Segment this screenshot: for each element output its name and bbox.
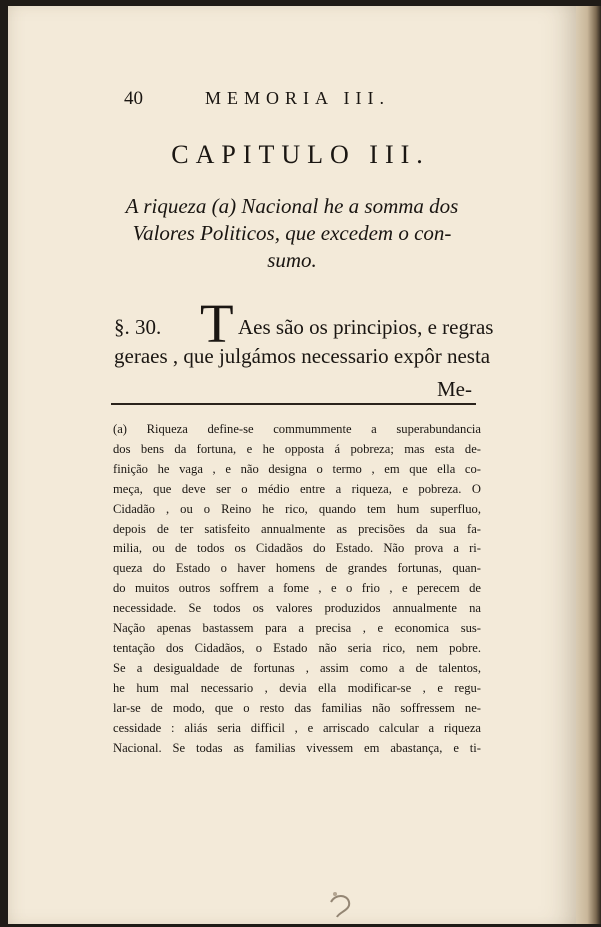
footnote-line: Nacional. Se todas as familias vivessem em abastança, e ti-	[113, 740, 481, 755]
footnote-line: Nação apenas bastassem para a precisa , e economica sus-	[113, 621, 481, 636]
subtitle-line: A riqueza (a) Nacional he a somma dos	[125, 194, 459, 218]
running-head	[0, 88, 601, 114]
footnote-line: milia, ou de todos os Cidadãos do Estado. Não prova a ri-	[113, 541, 481, 556]
drop-cap: T	[200, 293, 234, 354]
footnote-line: depois de ter satisfeito annualmente as precisões da sua fa-	[113, 521, 481, 536]
chapter-title: CAPITULO III.	[171, 140, 430, 169]
footnote-line: meça, que deve ser o médio entre a riqueza, e pobreza. O	[113, 481, 481, 496]
footnote-line: do muitos outros soffrem a fome , e o frio , e perecem de	[113, 581, 481, 596]
section-number: §. 30.	[114, 315, 162, 339]
body-line: Aes são os principios, e regras	[238, 315, 494, 339]
footnote-line: queza do Estado o haver homens de grandes fortunas, quan-	[113, 561, 481, 576]
footnote-rule	[111, 403, 476, 405]
footnote-line: finição he vaga , e não designa o termo , em que ella co-	[113, 461, 481, 476]
footnote-line: dos bens da fortuna, e he opposta á pobreza; mas esta de-	[113, 441, 481, 456]
footnote-line: lar-se de modo, que o resto das familias não soffressem ne-	[113, 700, 481, 715]
running-title: MEMORIA III.	[205, 88, 390, 108]
body-line: geraes , que julgámos necessario expôr nesta	[114, 344, 491, 368]
footnote-line: tentação dos Cidadãos, o Estado não seria rico, nem pobre.	[113, 640, 481, 655]
chapter-subtitle	[92, 193, 492, 274]
footnote-line: Cidadão , ou o Reino he rico, quando tem hum superfluo,	[113, 501, 481, 516]
footnote-line: Se a desigualdade de fortunas , assim como a de talentos,	[113, 660, 481, 675]
body-text	[114, 293, 494, 403]
catchword: Me-	[437, 377, 472, 401]
footnote-line: cessidade : aliás seria difficil , e arriscado calcular a riqueza	[113, 720, 481, 735]
page-number: 40	[124, 88, 143, 109]
footnote-line: (a) Riqueza define-se commummente a superabundancia	[113, 422, 481, 436]
footnote	[113, 420, 481, 758]
subtitle-line: sumo.	[267, 248, 317, 272]
footnote-line: necessidade. Se todos os valores produzidos annualmente na	[113, 601, 481, 616]
subtitle-line: Valores Politicos, que excedem o con-	[132, 221, 452, 245]
footnote-line: he hum mal necessario , devia ella modificar-se , e regu-	[113, 680, 481, 695]
ink-mark-icon	[325, 890, 365, 920]
